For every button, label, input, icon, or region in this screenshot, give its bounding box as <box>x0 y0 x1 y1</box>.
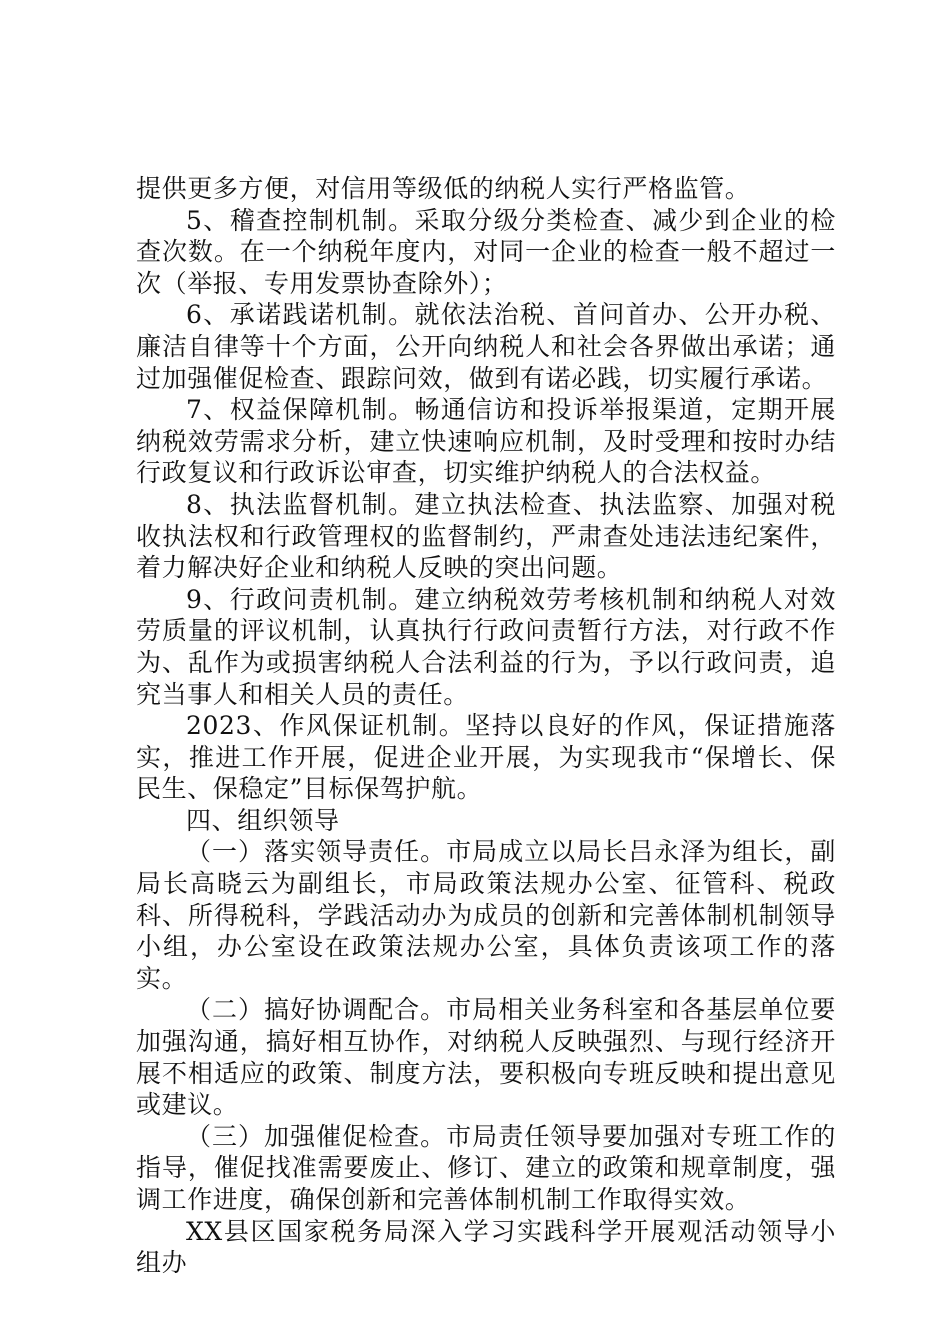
paragraph-inspection-control: 5、稽查控制机制。采取分级分类检查、减少到企业的检查次数。在一个纳税年度内，对同一企业的检查一般不超过一次（举报、专用发票协查除外）； <box>136 205 836 298</box>
paragraph-coordination: （二）搞好协调配合。市局相关业务科室和各基层单位要加强沟通，搞好相互协作，对纳税人反映强烈、与现行经济开展不相适应的政策、制度方法，要积极向专班反映和提出意见或建议。 <box>136 995 836 1120</box>
section-heading-organization: 四、组织领导 <box>186 805 340 835</box>
paragraph-law-enforcement: 8、执法监督机制。建立执法检查、执法监察、加强对税收执法权和行政管理权的监督制约，严肃查处违法违纪案件，着力解决好企业和纳税人反映的突出问题。 <box>136 489 836 583</box>
paragraph-commitment: 6、承诺践诺机制。就依法治税、首问首办、公开办税、廉洁自律等十个方面，公开向纳税人和社会各界做出承诺；通过加强催促检查、跟踪问效，做到有诺必践，切实履行承诺。 <box>136 300 836 393</box>
paragraph-signature-line: XX县区国家税务局深入学习实践科学开展观活动领导小组办 <box>136 1216 836 1278</box>
paragraph-work-style: 2023、作风保证机制。坚持以良好的作风，保证措施落实，推进工作开展，促进企业开展，为实现我市“保增长、保民生、保稳定”目标保驾护航。 <box>136 711 836 804</box>
document-body <box>136 173 836 1279</box>
paragraph-supervision: （三）加强催促检查。市局责任领导要加强对专班工作的指导，催促找准需要废止、修订、建立的政策和规章制度，强调工作进度，确保创新和完善体制机制工作取得实效。 <box>136 1121 836 1214</box>
paragraph-accountability: 9、行政问责机制。建立纳税效劳考核机制和纳税人对效劳质量的评议机制，认真执行行政问责暂行方法，对行政不作为、乱作为或损害纳税人合法利益的行为，予以行政问责，追究当事人和相关人员的责任。 <box>136 584 836 709</box>
paragraph-continuation: 提供更多方便，对信用等级低的纳税人实行严格监管。 <box>136 174 751 203</box>
paragraph-leadership: （一）落实领导责任。市局成立以局长吕永泽为组长，副局长高晓云为副组长，市局政策法规办公室、征管科、税政科、所得税科，学践活动办为成员的创新和完善体制机制领导小组，办公室设在政策法规办公室，具体负责该项工作的落实。 <box>136 837 836 993</box>
paragraph-rights-protection: 7、权益保障机制。畅通信访和投诉举报渠道，定期开展纳税效劳需求分析，建立快速响应机制，及时受理和按时办结行政复议和行政诉讼审查，切实维护纳税人的合法权益。 <box>136 395 836 488</box>
